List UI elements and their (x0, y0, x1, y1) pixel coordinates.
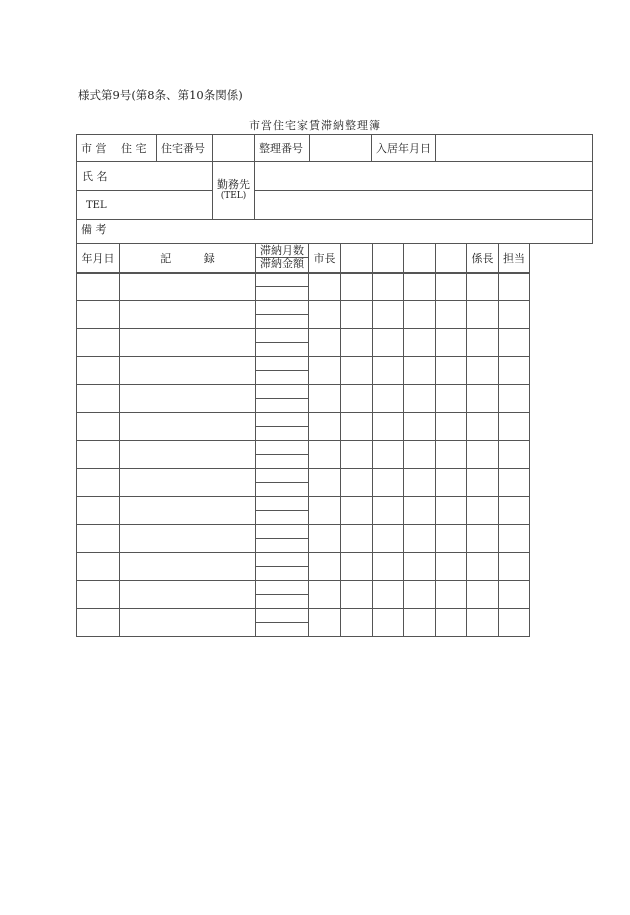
approval-cell-3[interactable] (404, 385, 436, 413)
mayor-cell[interactable] (309, 273, 341, 301)
approval-cell-3[interactable] (404, 553, 436, 581)
arrears-months-cell[interactable] (256, 553, 309, 567)
approval-cell-3[interactable] (404, 497, 436, 525)
staff-cell[interactable] (499, 469, 530, 497)
ledger-row (77, 525, 530, 539)
approval-cell-3[interactable] (404, 525, 436, 553)
approval-cell-2[interactable] (373, 469, 404, 497)
record-cell[interactable] (120, 525, 256, 553)
approval-cell-4[interactable] (436, 385, 467, 413)
ledger-row (77, 469, 530, 483)
arrears-amount-cell[interactable] (256, 623, 309, 637)
approval-cell-3[interactable] (404, 273, 436, 301)
approval-cell-2[interactable] (373, 441, 404, 469)
arrears-amount-cell[interactable] (256, 371, 309, 385)
staff-cell[interactable] (499, 385, 530, 413)
staff-cell[interactable] (499, 497, 530, 525)
tel-cell (77, 191, 213, 220)
staff-cell[interactable] (499, 301, 530, 329)
header-table (76, 134, 593, 244)
ledger-row (77, 301, 530, 315)
approval-cell-3[interactable] (404, 469, 436, 497)
date-cell[interactable] (77, 385, 120, 413)
mayor-cell[interactable] (309, 581, 341, 609)
record-cell[interactable] (120, 469, 256, 497)
arrears-amount-cell[interactable] (256, 287, 309, 301)
approval-cell-4[interactable] (436, 609, 467, 637)
record-cell[interactable] (120, 329, 256, 357)
arrears-months-cell[interactable] (256, 497, 309, 511)
arrears-months-cell[interactable] (256, 329, 309, 343)
chief-cell[interactable] (467, 273, 499, 301)
ledger-row (77, 497, 530, 511)
arrears-months-cell[interactable] (256, 301, 309, 315)
staff-cell[interactable] (499, 273, 530, 301)
arrears-amount-cell[interactable] (256, 343, 309, 357)
col-header-record-2: 録 (203, 251, 215, 265)
remarks-cell (77, 220, 593, 244)
arrears-amount-cell[interactable] (256, 315, 309, 329)
approval-cell-3[interactable] (404, 357, 436, 385)
approval-cell-3[interactable] (404, 609, 436, 637)
workplace-label-text: 勤務先 (217, 178, 250, 191)
approval-cell-2[interactable] (373, 609, 404, 637)
approval-cell-2[interactable] (373, 301, 404, 329)
arrears-months-cell[interactable] (256, 609, 309, 623)
remarks-label: 備 考 (81, 223, 107, 236)
approval-cell-2[interactable] (373, 553, 404, 581)
date-cell[interactable] (77, 273, 120, 301)
record-cell[interactable] (120, 497, 256, 525)
tel-field[interactable] (120, 200, 212, 211)
date-cell[interactable] (77, 497, 120, 525)
chief-cell[interactable] (467, 385, 499, 413)
approval-cell-1[interactable] (341, 497, 373, 525)
date-cell[interactable] (77, 553, 120, 581)
mayor-cell[interactable] (309, 469, 341, 497)
workplace-tel-label: (TEL) (220, 191, 247, 201)
chief-cell[interactable] (467, 525, 499, 553)
arrears-amount-cell[interactable] (256, 399, 309, 413)
col-header-chief: 係長 (467, 244, 499, 273)
date-cell[interactable] (77, 469, 120, 497)
approval-cell-1[interactable] (341, 441, 373, 469)
arrears-months-cell[interactable] (256, 413, 309, 427)
ledger-body (77, 244, 530, 637)
date-cell[interactable] (77, 609, 120, 637)
move-in-date-field[interactable] (436, 135, 593, 162)
approval-cell-2[interactable] (373, 525, 404, 553)
approval-cell-1[interactable] (341, 273, 373, 301)
arrears-amount-cell[interactable] (256, 455, 309, 469)
arrears-amount-cell[interactable] (256, 567, 309, 581)
chief-cell[interactable] (467, 469, 499, 497)
staff-cell[interactable] (499, 357, 530, 385)
mayor-cell[interactable] (309, 301, 341, 329)
chief-cell[interactable] (467, 609, 499, 637)
arrears-months-cell[interactable] (256, 581, 309, 595)
document-title: 市営住宅家賃滞納整理簿 (249, 119, 381, 132)
record-cell[interactable] (120, 609, 256, 637)
approval-cell-4[interactable] (436, 441, 467, 469)
mayor-cell[interactable] (309, 553, 341, 581)
mayor-cell[interactable] (309, 357, 341, 385)
approval-cell-4[interactable] (436, 469, 467, 497)
approval-cell-2[interactable] (373, 357, 404, 385)
date-cell[interactable] (77, 441, 120, 469)
mayor-cell[interactable] (309, 413, 341, 441)
col-header-record-1: 記 (160, 251, 172, 265)
form-number: 様式第9号(第8条、第10条関係) (78, 88, 243, 102)
approval-cell-1[interactable] (341, 581, 373, 609)
arrears-amount-cell[interactable] (256, 427, 309, 441)
staff-cell[interactable] (499, 413, 530, 441)
date-cell[interactable] (77, 581, 120, 609)
approval-cell-1[interactable] (341, 469, 373, 497)
approval-cell-4[interactable] (436, 301, 467, 329)
approval-cell-3[interactable] (404, 441, 436, 469)
approval-cell-1[interactable] (341, 413, 373, 441)
arrears-amount-cell[interactable] (256, 483, 309, 497)
record-cell[interactable] (120, 413, 256, 441)
approval-cell-4[interactable] (436, 553, 467, 581)
workplace-field[interactable] (255, 162, 593, 191)
approval-cell-4[interactable] (436, 413, 467, 441)
approval-cell-2[interactable] (373, 413, 404, 441)
approval-cell-1[interactable] (341, 609, 373, 637)
ledger-row (77, 553, 530, 567)
col-header-staff: 担当 (499, 244, 530, 273)
chief-cell[interactable] (467, 413, 499, 441)
chief-cell[interactable] (467, 301, 499, 329)
staff-cell[interactable] (499, 441, 530, 469)
workplace-label (213, 162, 255, 220)
name-label: 氏 名 (82, 170, 108, 183)
approval-cell-2[interactable] (373, 581, 404, 609)
approval-cell-3[interactable] (404, 581, 436, 609)
mayor-cell[interactable] (309, 497, 341, 525)
arrears-months-cell[interactable] (256, 525, 309, 539)
chief-cell[interactable] (467, 581, 499, 609)
arrears-months-cell[interactable] (256, 441, 309, 455)
move-in-date-label: 入居年月日 (372, 135, 436, 162)
record-cell[interactable] (120, 301, 256, 329)
arrears-months-cell[interactable] (256, 273, 309, 287)
col-header-approval-4 (436, 244, 467, 273)
record-cell[interactable] (120, 441, 256, 469)
col-header-date: 年月日 (77, 244, 120, 273)
approval-cell-2[interactable] (373, 497, 404, 525)
col-header-record (120, 244, 256, 273)
staff-cell[interactable] (499, 329, 530, 357)
staff-cell[interactable] (499, 553, 530, 581)
management-number-label: 整理番号 (255, 135, 310, 162)
approval-cell-4[interactable] (436, 581, 467, 609)
chief-cell[interactable] (467, 553, 499, 581)
record-cell[interactable] (120, 581, 256, 609)
approval-cell-3[interactable] (404, 301, 436, 329)
col-header-arrears-amount: 滞納金額 (260, 257, 304, 271)
ledger-row (77, 413, 530, 427)
mayor-cell[interactable] (309, 329, 341, 357)
col-header-arrears (256, 244, 309, 273)
arrears-months-cell[interactable] (256, 357, 309, 371)
municipal-housing-label: 市 営 住 宅 (77, 135, 157, 162)
arrears-amount-cell[interactable] (256, 539, 309, 553)
date-cell[interactable] (77, 301, 120, 329)
approval-cell-3[interactable] (404, 413, 436, 441)
mayor-cell[interactable] (309, 525, 341, 553)
approval-cell-1[interactable] (341, 385, 373, 413)
approval-cell-1[interactable] (341, 553, 373, 581)
mayor-cell[interactable] (309, 385, 341, 413)
col-header-arrears-months: 滞納月数 (256, 245, 308, 258)
ledger-row (77, 581, 530, 595)
ledger-table (76, 243, 530, 637)
management-number-field[interactable] (310, 135, 372, 162)
tel-label: TEL (86, 199, 107, 211)
record-cell[interactable] (120, 273, 256, 301)
date-cell[interactable] (77, 413, 120, 441)
chief-cell[interactable] (467, 357, 499, 385)
ledger-row (77, 273, 530, 287)
col-header-approval-2 (373, 244, 404, 273)
record-cell[interactable] (120, 553, 256, 581)
approval-cell-2[interactable] (373, 329, 404, 357)
housing-number-field[interactable] (213, 135, 255, 162)
col-header-approval-1 (341, 244, 373, 273)
name-field[interactable] (116, 168, 212, 184)
arrears-months-cell[interactable] (256, 469, 309, 483)
ledger-row (77, 441, 530, 455)
chief-cell[interactable] (467, 441, 499, 469)
approval-cell-1[interactable] (341, 357, 373, 385)
record-cell[interactable] (120, 357, 256, 385)
chief-cell[interactable] (467, 497, 499, 525)
date-cell[interactable] (77, 357, 120, 385)
name-cell (77, 162, 213, 191)
mayor-cell[interactable] (309, 609, 341, 637)
record-cell[interactable] (120, 385, 256, 413)
arrears-amount-cell[interactable] (256, 595, 309, 609)
housing-number-label: 住宅番号 (157, 135, 213, 162)
staff-cell[interactable] (499, 609, 530, 637)
arrears-amount-cell[interactable] (256, 511, 309, 525)
col-header-approval-3 (404, 244, 436, 273)
mayor-cell[interactable] (309, 441, 341, 469)
ledger-header-row (77, 244, 530, 273)
ledger-row (77, 385, 530, 399)
chief-cell[interactable] (467, 329, 499, 357)
approval-cell-4[interactable] (436, 357, 467, 385)
col-header-mayor: 市長 (309, 244, 341, 273)
ledger-row (77, 357, 530, 371)
approval-cell-4[interactable] (436, 525, 467, 553)
staff-cell[interactable] (499, 581, 530, 609)
approval-cell-1[interactable] (341, 301, 373, 329)
approval-cell-1[interactable] (341, 329, 373, 357)
ledger-row (77, 329, 530, 343)
ledger-row (77, 609, 530, 623)
approval-cell-2[interactable] (373, 273, 404, 301)
approval-cell-1[interactable] (341, 525, 373, 553)
approval-cell-3[interactable] (404, 329, 436, 357)
staff-cell[interactable] (499, 525, 530, 553)
approval-cell-4[interactable] (436, 497, 467, 525)
approval-cell-4[interactable] (436, 329, 467, 357)
date-cell[interactable] (77, 329, 120, 357)
approval-cell-4[interactable] (436, 273, 467, 301)
date-cell[interactable] (77, 525, 120, 553)
arrears-months-cell[interactable] (256, 385, 309, 399)
workplace-tel-field[interactable] (255, 191, 593, 220)
approval-cell-2[interactable] (373, 385, 404, 413)
